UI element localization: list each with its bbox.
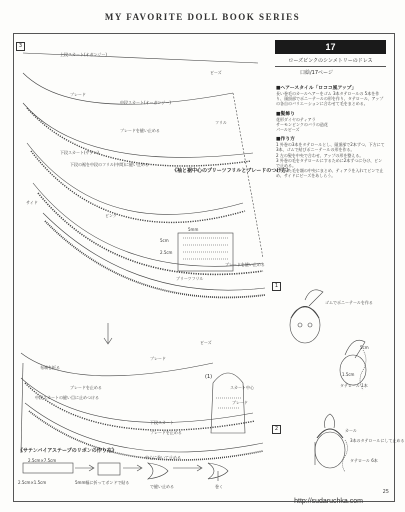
- sleeve-5cm: 5cm: [160, 238, 169, 243]
- ribbon-size-b: 2.5cm×1.5cm: [18, 480, 47, 485]
- method-step: 4 残った毛を額の中央にまとめ、ティアラを入れてピンで止め、サイドにビーズをあしらう。: [276, 168, 384, 179]
- section-method-heading: ■作り方: [276, 137, 295, 143]
- ribbon-wrap: 巻く: [215, 484, 223, 489]
- label-lower-skirt: 下段スカート(サテン): [60, 150, 99, 155]
- accessory-item: サーモンピンクのバラの造花: [276, 121, 328, 127]
- fig1-roll: タテロール 1本: [340, 383, 368, 388]
- label-beads: ビーズ: [210, 70, 222, 75]
- detail-number: (1): [205, 374, 213, 380]
- instruction-body: [276, 84, 386, 179]
- caption-ribbon: 《サテンバイアステープのリボンの作り方》: [18, 448, 117, 454]
- item-title: ローズピンクのシンメトリーのドレス: [288, 58, 373, 64]
- mid-attach-seam: 中段スカートの縫い目に止めつける: [35, 395, 99, 400]
- fig1-number: 1: [272, 282, 281, 291]
- item-number: 17: [275, 40, 386, 54]
- section-hairstyle-body: 長い巻毛のカールヘアーをゴム 3本タテロールの 5本を作り、頭頂部でポニーテールの形を作り、タテロール、アップの各自のバリエーションに合わせて毛をまとめる。: [276, 91, 384, 107]
- label-pink: ピンク: [105, 213, 117, 218]
- section-accessories-heading: ■髪飾り: [276, 111, 295, 117]
- fig2-number: 2: [272, 425, 281, 434]
- label-side: サイド: [26, 200, 38, 205]
- fig1-1-5cm: 1.5cm: [342, 372, 355, 377]
- mid-stop-braid: ブレードを止める: [70, 385, 102, 390]
- method-step: 3 外巻の毛をタテロールにするために2本ずつに分け、ピンで止める。: [276, 157, 383, 169]
- sleeve-pleat-frill: ブリーツフリル: [176, 276, 204, 281]
- label-braid: プレード: [70, 92, 86, 97]
- label-lower-hem: 下段の裾を中段のフリル(中間)に縫い止める: [70, 162, 149, 167]
- accessory-item: 花形ダイヤのティアラ: [276, 116, 316, 122]
- mid-lower-skirt: 下段スカート: [150, 420, 174, 425]
- source-url: http://sudaruchka.com: [294, 498, 363, 505]
- page-number: 25: [382, 489, 389, 495]
- ribbon-wrap-center: 中心に巻いて止める: [145, 455, 181, 460]
- detail-skirt-center: スカート中心: [230, 385, 254, 390]
- sleeve-2-5cm: 2.5cm: [160, 250, 173, 255]
- mid-braid: プレード: [150, 356, 166, 361]
- fig2-three-rolls: 3本のタテロールにして止める: [350, 438, 405, 443]
- method-step: 1 外巻の3本をタテロールとし、頭頂部で2本ずつ、下方にて3本、ゴムで結びポニーテールの形を作る。: [276, 142, 385, 153]
- fig2-curl: カール: [345, 428, 357, 433]
- detail-braid: ブレード: [232, 400, 248, 405]
- sleeve-5mm: 5mm: [188, 227, 199, 232]
- section-hairstyle-heading: ■ヘアースタイル「ロココ風アップ」: [276, 86, 357, 91]
- fig2-six-rolls: タテロール 6本: [350, 458, 378, 463]
- method-step: 2 左の髪を中央で合わせ、アップの形を整える。: [276, 152, 364, 158]
- mid-fold-edge: 布端を折る: [40, 365, 60, 370]
- top-panel-number: 3: [16, 42, 25, 51]
- fig1-ponytail: ゴムでポニーテールを作る: [325, 300, 373, 305]
- fig1-5cm: 5cm: [360, 345, 369, 350]
- page-reference: 口絵/17ページ: [300, 70, 333, 76]
- mid-beads: ビーズ: [200, 340, 212, 345]
- ribbon-size-a: 2.5cm×7.5cm: [28, 458, 57, 463]
- accessory-item: パールビーズ: [276, 127, 300, 133]
- divider: [275, 66, 386, 67]
- caption-sleeve: 《袖と裾中心のプリーツフリルとブレードのつけ方》: [172, 168, 292, 174]
- label-middle-skirt: 中段スカート(オーガンジー): [120, 100, 171, 105]
- label-upper-skirt: 上段スカート(オガンジー): [60, 52, 107, 57]
- sleeve-stitch-braid: ブレードを縫い止める: [225, 262, 265, 267]
- ribbon-stitch: で縫い止める: [150, 484, 174, 489]
- label-frill: フリル: [215, 120, 227, 125]
- label-stitch-braid: プレードを縫い止める: [120, 128, 160, 133]
- mid-stop-braid-2: プレードを止める: [150, 430, 182, 435]
- ribbon-fold: 5mm幅に折ってボンドで貼る: [75, 480, 130, 485]
- series-header: MY FAVORITE DOLL BOOK SERIES: [104, 12, 301, 22]
